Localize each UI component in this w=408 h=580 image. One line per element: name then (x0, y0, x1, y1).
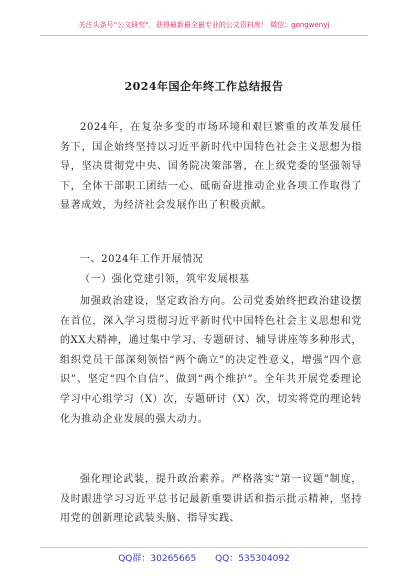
qq-group-number: QQ群：30265665 (118, 554, 197, 564)
section-heading: 一、2024年工作开展情况 (80, 254, 204, 265)
footer-contacts (0, 551, 408, 564)
body-paragraph: 强化理论武装，提升政治素养。严格落实“第一议题”制度，及时跟进学习习近平总书记最新重要讲话和指示批示精神，坚持用党的创新理论武装头脑、指导实践、 (60, 474, 362, 525)
header-notice: 关注头条号“公文研究”，获得最新最全最专业的公文资料库！ 微信：gongwenyj (78, 21, 330, 29)
footer-divider (40, 547, 368, 548)
header-divider (40, 35, 368, 36)
qq-number: QQ：535304092 (215, 554, 290, 564)
document-title: 2024年国企年终工作总结报告 (124, 80, 284, 93)
intro-paragraph: 2024年，在复杂多变的市场环境和艰巨繁重的改革发展任务下，国企始终坚持以习近平新时代中国特色社会主义思想为指导，坚决贯彻党中央、国务院决策部署，在上级党委的坚强领导下，全体干部职工团结一心、砥砺奋进推动企业各项工作取得了显著成效，为经济社会发展作出了积极贡献。 (60, 122, 362, 212)
subsection-heading: （一）强化党建引领，筑牢发展根基 (80, 274, 250, 285)
body-paragraph: 加强政治建设，坚定政治方向。公司党委始终把政治建设摆在首位，深入学习贯彻习近平新时代中国特色社会主义思想和党的XX大精神，通过集中学习、专题研讨、辅导讲座等多种形式，组织党员干部深刻领悟“两个确立”的决定性意义，增强“四个意识”、坚定“四个自信”、做到“两个维护”。全年共开展党委理论学习中心组学习（X）次，专题研讨（X）次，切实将党的理论转化为推动企业发展的强大动力。 (60, 296, 362, 425)
